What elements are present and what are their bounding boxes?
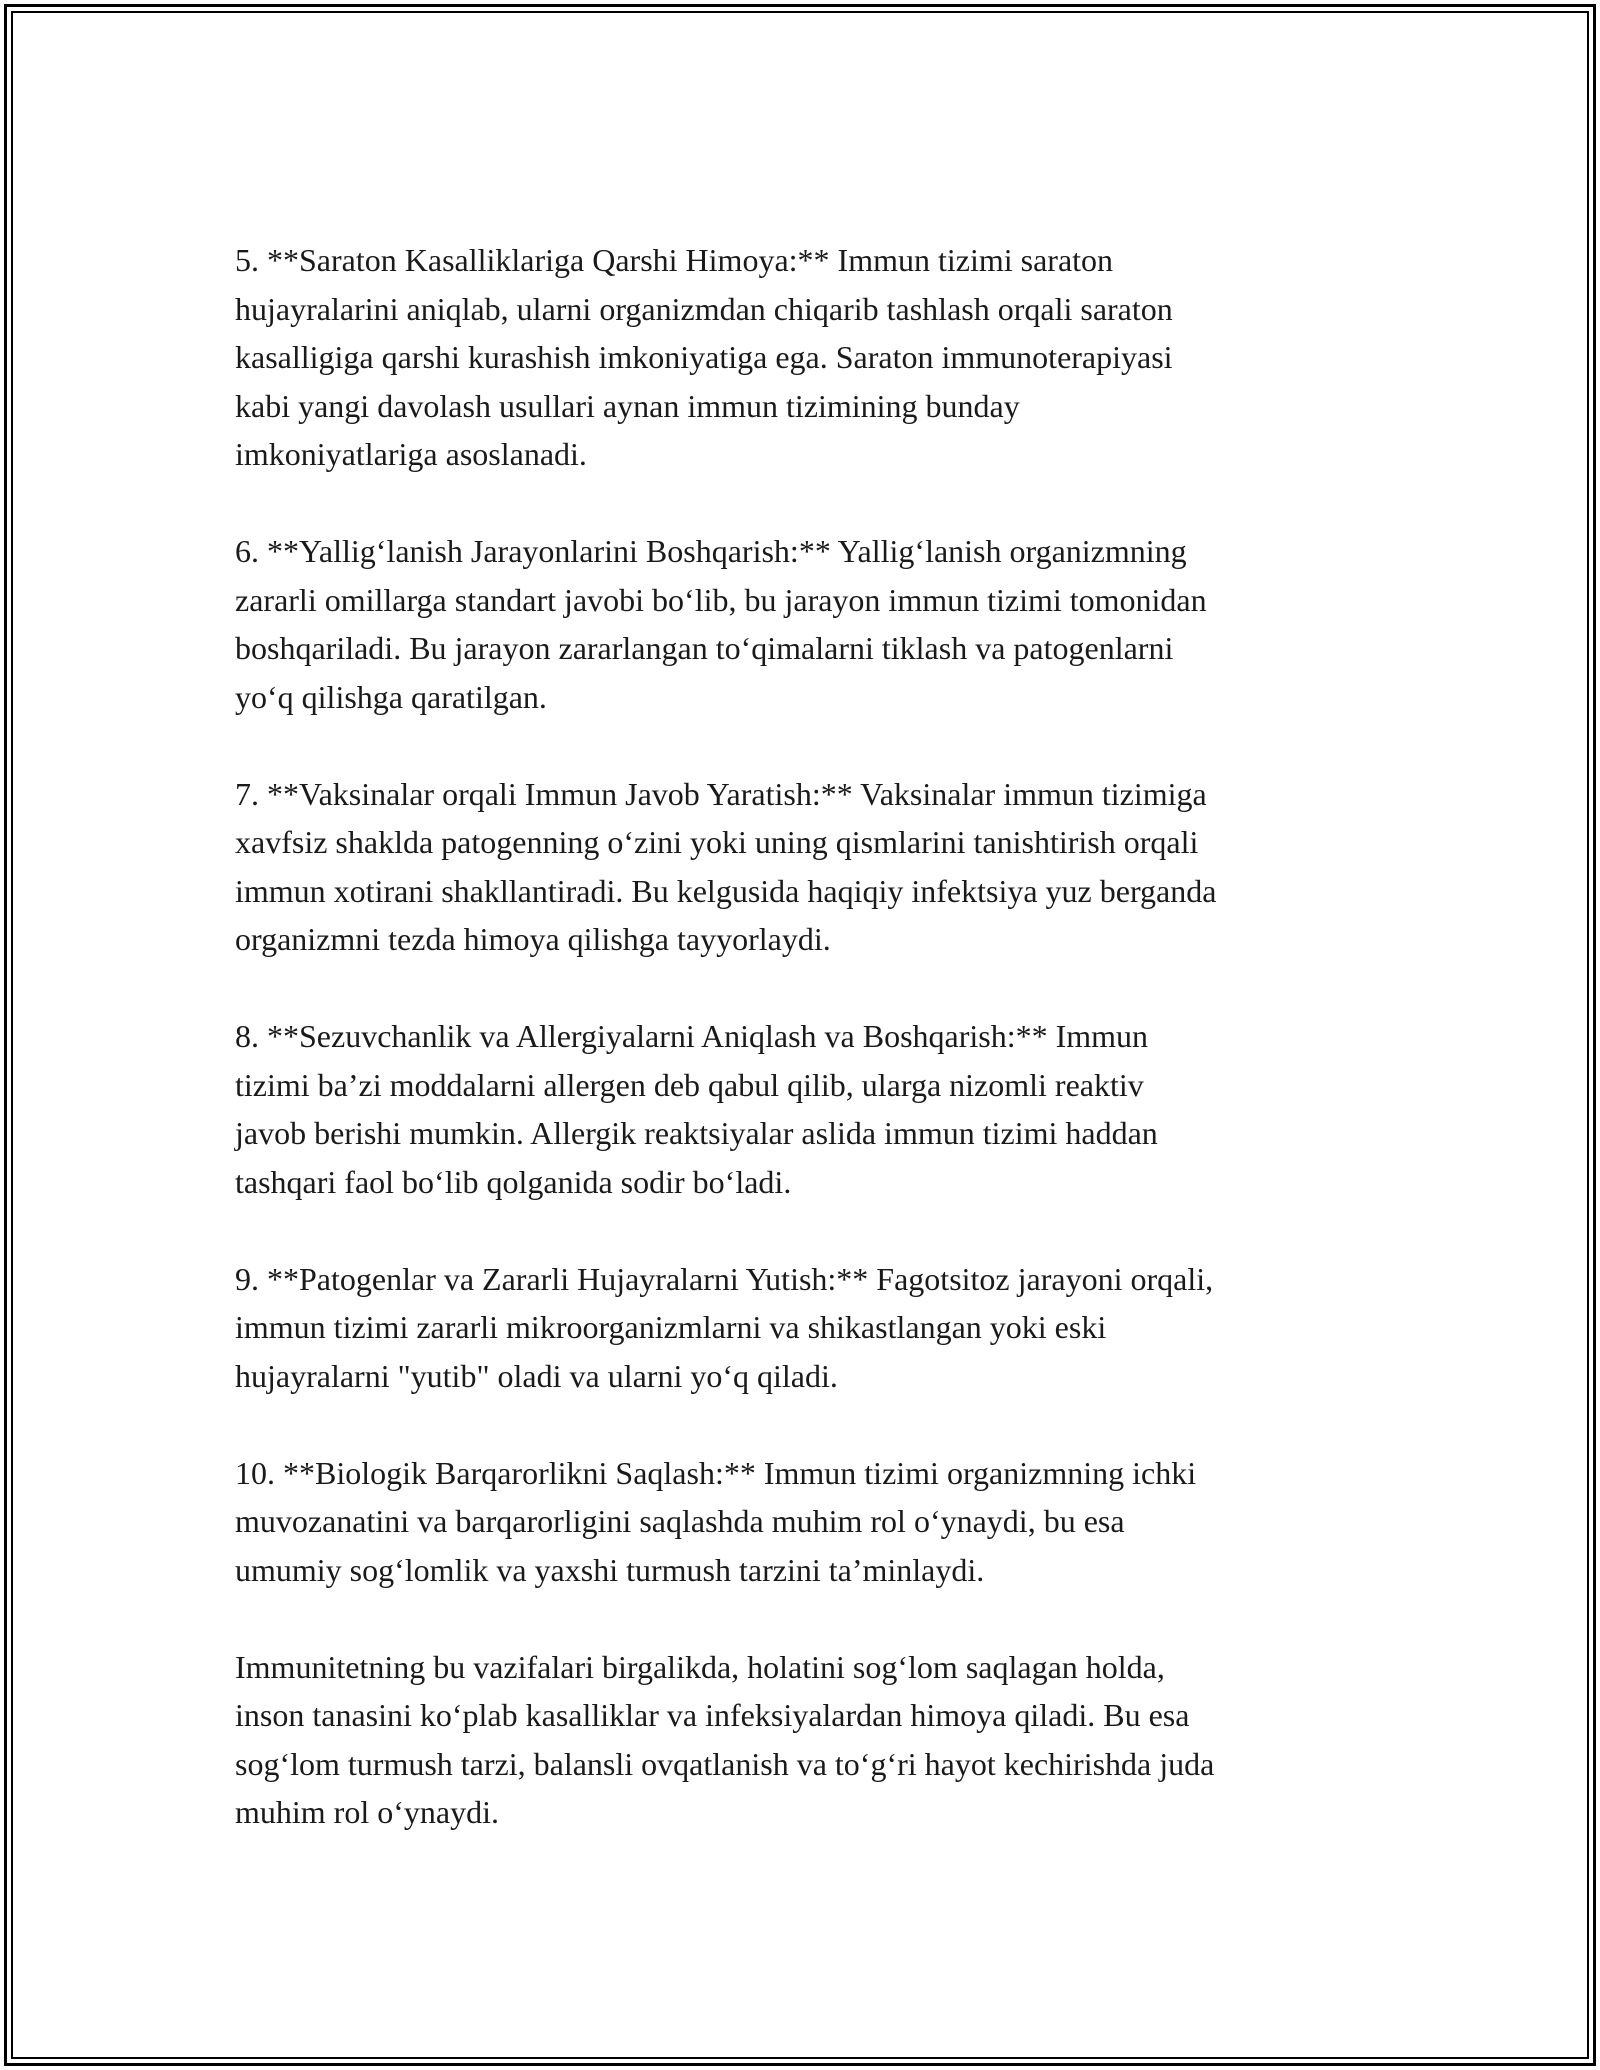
paragraph-item-5: 5. **Saraton Kasalliklariga Qarshi Himoya:** Immun tizimi saraton hujayralarini aniqlab, ularni organizmdan chiqarib tashlash orqali saraton kasalligiga qarshi kurashish imkoniyatiga ega. Saraton immunoterapiyasi kabi yangi davolash usullari aynan immun tizimining bunday imkoniyatlariga asoslanadi. — [235, 242, 1173, 472]
paragraph-item-6: 6. **Yallig‘lanish Jarayonlarini Boshqarish:** Yallig‘lanish organizmning zararli omillarga standart javobi bo‘lib, bu jarayon immun tizimi tomonidan boshqariladi. Bu jarayon zararlangan to‘qimalarni tiklash va patogenlarni yo‘q qilishga qaratilgan. — [235, 533, 1207, 715]
paragraph-item-9: 9. **Patogenlar va Zararli Hujayralarni Yutish:** Fagotsitoz jarayoni orqali, immun tizimi zararli mikroorganizmlarni va shikastlangan yoki eski hujayralarni "yutib" oladi va ularni yo‘q qiladi. — [235, 1260, 1214, 1394]
paragraph-item-8: 8. **Sezuvchanlik va Allergiyalarni Aniqlash va Boshqarish:** Immun tizimi ba’zi moddalarni allergen deb qabul qilib, ularga nizomli reaktiv javob berishi mumkin. Allergik reaktsiyalar aslida immun tizimi haddan tashqari faol bo‘lib qolganida sodir bo‘ladi. — [235, 1018, 1158, 1200]
paragraph-item-10: 10. **Biologik Barqarorlikni Saqlash:** Immun tizimi organizmning ichki muvozanatini va barqarorligini saqlashda muhim rol o‘ynaydi, bu esa umumiy sog‘lomlik va yaxshi turmush tarzini ta’minlaydi. — [235, 1454, 1197, 1588]
document-body — [235, 236, 1395, 1885]
paragraph-conclusion: Immunitetning bu vazifalari birgalikda, holatini sog‘lom saqlagan holda, inson tanasini ko‘plab kasalliklar va infeksiyalardan himoya qiladi. Bu esa sog‘lom turmush tarzi, balansli ovqatlanish va to‘g‘ri hayot kechirishda juda muhim rol o‘ynaydi. — [235, 1648, 1215, 1830]
paragraph-item-7: 7. **Vaksinalar orqali Immun Javob Yaratish:** Vaksinalar immun tizimiga xavfsiz shaklda patogenning o‘zini yoki uning qismlarini tanishtirish orqali immun xotirani shakllantiradi. Bu kelgusida haqiqiy infektsiya yuz berganda organizmni tezda himoya qilishga tayyorlaydi. — [235, 775, 1217, 957]
